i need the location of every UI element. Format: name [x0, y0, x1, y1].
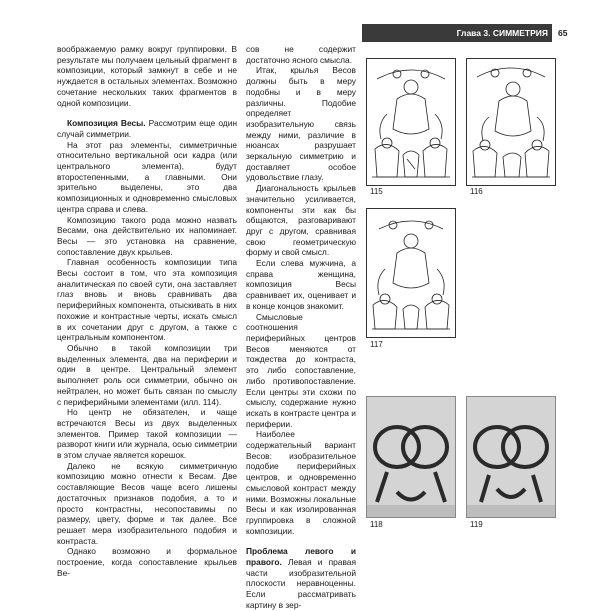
paragraph: сов не содержит достаточно ясного смысла. [246, 44, 356, 65]
text-column-right [246, 44, 356, 611]
figure-label: 115 [370, 187, 383, 196]
paragraph: Однако возможно и формальное построение, когда сопоставление крыльев Ве- [57, 546, 237, 578]
paragraph: Главная особенность композиции типа Весы состоит в том, что эта композиция аналитическая по своей сути, она заставляет глаз вновь и вновь сравнивать два периферийных компонента, отыскивать в них похожие и контрастные черты, искать смысл в их сочетании друг с другом, а также с центральным компонентом. [57, 257, 237, 343]
paragraph: Смысловые соотношения периферийных центров Весов меняются от тождества до контраста, это либо сопоставление, либо противопоставление. Если центры эти схожи по смыслу, содержание нужно искать в контрасте центра и периферии. [246, 311, 356, 429]
figure-115-line-drawing [366, 58, 456, 186]
figure-label: 118 [370, 520, 383, 529]
text-column-left [57, 44, 237, 578]
chapter-header [362, 24, 552, 42]
paragraph: Композицию такого рода можно назвать Весами, она действительно их напоминает. Весы — это установка на сравнение, сопоставление двух крыльев. [57, 214, 237, 257]
paragraph: На этот раз элементы, симметричные относительно вертикальной оси кадра (или центрального элемента), будут второстепенными, а главными. Они зрительно выделены, это два композиционных и одновременно смысловых центра справа и слева. [57, 139, 237, 214]
figure-label: 116 [470, 187, 483, 196]
paragraph-left-right: Проблема левого и правого. Левая и правая части изобразительной плоскости неравноценны. Если рассматривать картину в зер- [246, 546, 356, 610]
figure-116-line-drawing [466, 58, 556, 186]
paragraph: Но центр не обязателен, и чаще встречаются Весы из двух выделенных элементов. Пример такой композиции — разворот книги или журнала, осью симметрии в этом случае является корешок. [57, 407, 237, 461]
chapter-title: Глава 3. СИММЕТРИЯ [456, 28, 548, 38]
paragraph: воображаемую рамку вокруг группировки. В результате мы получаем цельный фрагмент в композиции, который замкнут в себе и не нуждается в остальных элементах. Возможно сочетание нескольких таких фрагментов в одной композиции. [57, 44, 237, 108]
paragraph: Обычно в такой композиции три выделенных элемента, два на периферии и один в центре. Центральный элемент выполняет роль оси симметрии, обычно он нейтрален, но может быть связан по смыслу с периферийными элементами (илл. 114). [57, 342, 237, 407]
paragraph: Далеко не всякую симметричную композицию можно отнести к Весам. Две составляющие Весов чаще всего лишены достаточных признаков подобия, а то и просто контрастны, несопоставимы по размеру, цвету, форме и так далее. Все решает мера изобразительного подобия и контраста. [57, 460, 237, 546]
figure-118-photo [366, 396, 456, 518]
figure-117-line-drawing [366, 208, 456, 338]
page-number: 65 [558, 28, 568, 38]
figure-label: 119 [470, 520, 483, 529]
paragraph: Итак, крылья Весов должны быть в меру подобны и в меру различны. Подобие определяет изобразительную связь между ними, различие в нюансах разрушает зеркальную симметрию и доставляет особое удовольствие глазу. [246, 65, 356, 183]
paragraph: Диагональность крыльев значительно усиливается, компоненты эти как бы общаются, разговаривают друг с другом, сравнивая свою геометрическую форму и свой смысл. [246, 183, 356, 258]
paragraph: Наиболее содержательный вариант Весов: изобразительное подобие периферийных центров, и одновременно смысловой контраст между ними. Возможны локальные Весы и как изолированная группировка в сложной композиции. [246, 429, 356, 536]
figure-119-photo [466, 396, 556, 518]
paragraph-composition-scales: Композиция Весы. Рассмотрим еще один случай симметрии. [57, 118, 237, 139]
section-heading: Проблема левого и правого. [246, 546, 356, 568]
paragraph: Если слева мужчина, а справа женщина, композиция Весы сравнивает их, оценивает и в конце концов знакомит. [246, 258, 356, 311]
section-heading: Композиция Весы. [67, 118, 146, 129]
figure-label: 117 [370, 340, 383, 349]
